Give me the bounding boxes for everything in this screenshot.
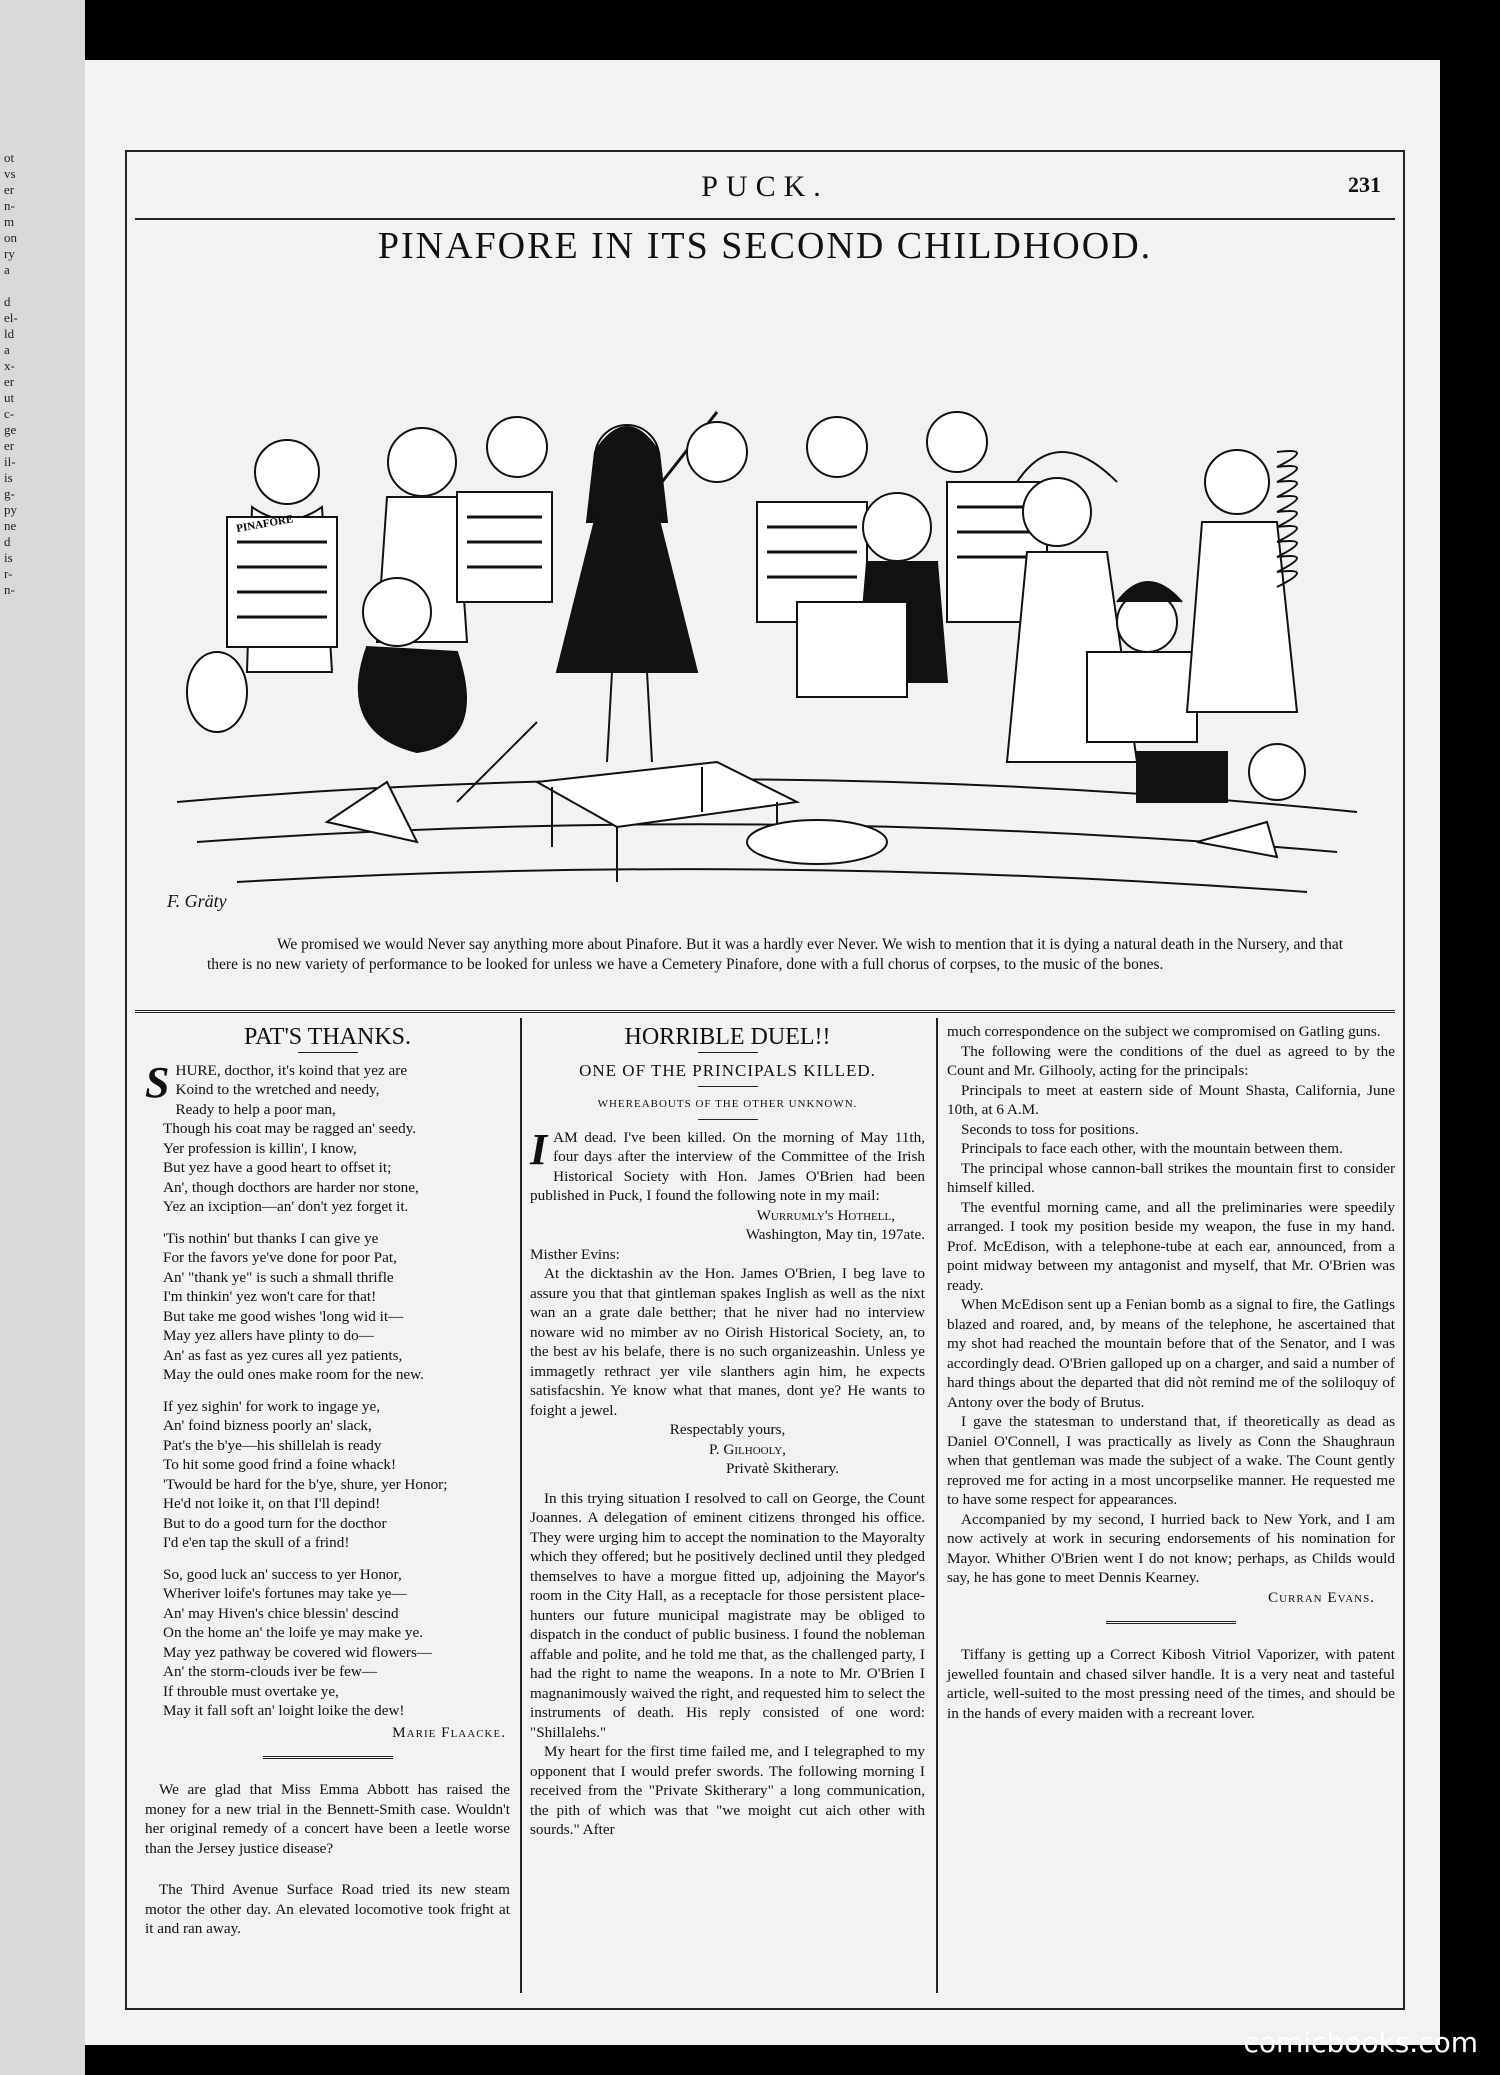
- poem-line: 'Twould be hard for the b'ye, shure, yer Honor;: [163, 1475, 448, 1493]
- poem-line: But yez have a good heart to offset it;: [163, 1159, 392, 1176]
- poem-author: Marie Flaacke.: [392, 1723, 506, 1741]
- duel-condition: Seconds to toss for positions.: [961, 1120, 1139, 1138]
- abbott-text: We are glad that Miss Emma Abbott has raised the money for a new trial in the Bennett-Smith case. Wouldn't her original remedy of a concert have been a leetle worse than the Jersey justice disease?: [145, 1781, 510, 1857]
- magazine-page: [85, 60, 1440, 2045]
- poem-stanza-2: [145, 1229, 510, 1385]
- duel-condition: The principal whose cannon-ball strikes the mountain first to consider himself killed.: [947, 1159, 1395, 1196]
- duel-paragraph: In this trying situation I resolved to call on George, the Count Joannes. A delegation of eminent citizens thronged his office. They were urging him to accept the nomination to the Mayoralty which they offered; but he positively declined until they pledged themselves to have a morgue fitted up, adjoining the Mayor's room in the City Hall, as a receptacle for those persistent place-hunters our future municipal magistrate may be obliged to dispatch in the conduct of public business. I found the nobleman affable and polite, and he told me that, as the challenged party, I had the right to name the weapons. In a note to Mr. O'Brien I magnanimously waived the right, and requested him to select the instruments of death. His reply consisted of one word: "Shillalehs.": [530, 1489, 925, 1741]
- tiffany-text: Tiffany is getting up a Correct Kibosh Vitriol Vaporizer, with patent jewelled fountain and chased silver handle. It is a very neat and tasteful article, well-suited to the most pressing need of the times, and should be in the hands of every maiden with a recreant lover.: [947, 1646, 1395, 1722]
- column-rule-2: [936, 1018, 938, 1993]
- poem-stanza-3: [145, 1397, 510, 1553]
- letter-signer-title: Privatè Skitherary.: [726, 1460, 839, 1477]
- letter-signature: P. Gilhooly,: [709, 1440, 786, 1458]
- duel-condition: Principals to face each other, with the mountain between them.: [961, 1140, 1343, 1157]
- poem-line: 'Tis nothin' but thanks I can give ye: [163, 1229, 379, 1247]
- cartoon-signature: F. Gräty: [167, 891, 227, 911]
- third-avenue-item: [145, 1880, 510, 1939]
- abbott-item: [145, 1780, 510, 1858]
- cartoon-illustration: [157, 282, 1377, 932]
- title-rule: [298, 1052, 358, 1053]
- item-separator: [1106, 1621, 1236, 1627]
- drop-cap: I: [530, 1124, 548, 1174]
- poem-line: May yez allers have plinty to do—: [163, 1327, 374, 1344]
- watermark: comicbooks.com: [1243, 2026, 1478, 2059]
- duel-paragraph: The following were the conditions of the duel as agreed to by the Count and Mr. Gilhooly, acting for the principals:: [947, 1042, 1395, 1079]
- cartoon-caption: We promised we would Never say anything more about Pinafore. But it was a hardly ever Never. We wish to mention that it is dying a natural death in the Nursery, and that there is no new variety of performance to be looked for unless we have a Cemetery Pinafore, done with a full chorus of corpses, to the music of the bones.: [207, 936, 1343, 973]
- poem-line: For the favors ye've done for poor Pat,: [163, 1249, 397, 1266]
- cartoon-headline: PINAFORE IN ITS SECOND CHILDHOOD.: [377, 225, 1153, 267]
- column-rule-1: [520, 1018, 522, 1993]
- duel-condition: Principals to meet at eastern side of Mount Shasta, California, June 10th, at 6 A.M.: [947, 1081, 1395, 1118]
- title-rule: [698, 1052, 758, 1053]
- subsubtitle-rule: [698, 1119, 758, 1120]
- poem-line: Yer profession is killin', I know,: [163, 1139, 357, 1157]
- poem-line: An', though docthors are harder nor stone,: [163, 1178, 419, 1196]
- duel-subtitle: ONE OF THE PRINCIPALS KILLED.: [579, 1060, 876, 1080]
- poem-line: But take me good wishes 'long wid it—: [163, 1307, 404, 1325]
- duel-article-continued: [947, 1022, 1395, 1607]
- poem-title: PAT'S THANKS.: [243, 1024, 412, 1050]
- tiffany-item: [947, 1645, 1395, 1723]
- poem-line: To hit some good frind a foine whack!: [163, 1456, 397, 1473]
- letter-salutation: Misther Evins:: [530, 1245, 620, 1263]
- page-number: 231: [1348, 172, 1381, 197]
- masthead-rule: [135, 218, 1395, 220]
- sheet-label-text: PINAFORE: [235, 513, 295, 535]
- poem-stanza-4: [145, 1565, 510, 1721]
- poem-line: Wheriver loife's fortunes may take ye—: [163, 1585, 407, 1602]
- poem-line: Ready to help a poor man,: [175, 1100, 336, 1118]
- poem-line: Koind to the wretched and needy,: [175, 1081, 380, 1098]
- subtitle-rule: [698, 1086, 758, 1087]
- letter-heading-2: Washington, May tin, 197ate.: [745, 1226, 925, 1243]
- poem-line: If throuble must overtake ye,: [163, 1682, 339, 1700]
- poem-line: An' may Hiven's chice blessin' descind: [163, 1604, 399, 1622]
- duel-paragraph: much correspondence on the subject we compromised on Gatling guns.: [947, 1023, 1381, 1040]
- poem-line: But to do a good turn for the docthor: [163, 1514, 387, 1532]
- poem-line: He'd not loike it, on that I'll depind!: [163, 1495, 381, 1512]
- duel-paragraph: [530, 1124, 925, 1206]
- page-frame: [125, 150, 1405, 2010]
- facing-page-edge: [0, 0, 85, 2075]
- masthead: PUCK.: [701, 170, 829, 203]
- section-separator: [135, 1010, 1395, 1017]
- duel-subsubtitle: WHEREABOUTS OF THE OTHER UNKNOWN.: [597, 1098, 858, 1110]
- poem-line: May the ould ones make room for the new.: [163, 1366, 424, 1383]
- poem-stanza-1: [145, 1057, 510, 1217]
- duel-author: Curran Evans.: [1267, 1588, 1375, 1606]
- drop-cap: S: [145, 1057, 170, 1107]
- letter-close: Respectably yours,: [669, 1421, 786, 1438]
- third-avenue-text: The Third Avenue Surface Road tried its new steam motor the other day. An elevated locomotive took fright at it and ran away.: [145, 1881, 510, 1937]
- poem-line: Pat's the b'ye—his shillelah is ready: [163, 1436, 382, 1454]
- poem-line: So, good luck an' success to yer Honor,: [163, 1565, 402, 1583]
- letter-body: At the dicktashin av the Hon. James O'Brien, I beg lave to assure you that that gintleman spakes Inglish as well as the nixt wan an a grate dale betther; that he niver had no interview noware wid no mimber av no Oirish Historical Society, an, to the best av his belafe, there is no such organizeashin. Unless ye immagetly rethract yer vile slanthers agin him, he expects satisfacshin. Ye know what that manes, dont ye? He wants to foight a jewel.: [530, 1265, 925, 1419]
- column-3: [947, 1022, 1395, 1723]
- poem-line: An' "thank ye" is such a shmall thrifle: [163, 1268, 394, 1286]
- facing-page-text-fragment: ot vs er n- m on ry a d el- ld a x- er ut c- ge er il- is g- py ne d is r- n-: [4, 150, 18, 597]
- item-separator: [263, 1756, 393, 1762]
- duel-paragraph: The eventful morning came, and all the preliminaries were speedily arranged. I took my position beside my weapon, the fuse in my hand. Prof. McEdison, with a telephone-tube at each ear, announced, from a point midway between my antagonist and myself, that Mr. O'Brien was ready.: [947, 1198, 1395, 1294]
- poem-line: HURE, docthor, it's koind that yez are: [175, 1061, 408, 1079]
- duel-title: HORRIBLE DUEL!!: [624, 1024, 831, 1050]
- poem-line: An' the storm-clouds iver be few—: [163, 1663, 378, 1680]
- duel-paragraph: I gave the statesman to understand that, if theoretically as dead as Daniel O'Connell, I was practically as lively as Conn the Shaughraun when that gentleman was made the subject of a wake. The Count gently reproved me for acting in a most uncorpselike manner. He requested me to have some respect for appearances.: [947, 1413, 1395, 1508]
- poem-line: I'd e'en tap the skull of a frind!: [163, 1534, 350, 1551]
- poem-line: An' foind bizness poorly an' slack,: [163, 1417, 372, 1434]
- column-1: [145, 1022, 510, 1939]
- duel-paragraph: My heart for the first time failed me, and I telegraphed to my opponent that I would prefer swords. The following morning I received from the "Private Skitherary" a long communication, the pith of which was that "we moight cut aich other with sourds." After: [530, 1743, 925, 1838]
- poem-line: Though his coat may be ragged an' seedy.: [163, 1120, 417, 1137]
- letter-heading-1: Wurrumly's Hothell,: [756, 1206, 895, 1224]
- poem-line: An' as fast as yez cures all yez patients,: [163, 1346, 403, 1364]
- duel-paragraph: Accompanied by my second, I hurried back to New York, and I am now actively at work in securing endorsements of his nomination for Mayor. Whither O'Brien went I do not know; perhaps, as Childs would say, he has gone to meet Dennis Kearney.: [947, 1510, 1395, 1586]
- column-2: [530, 1022, 925, 1840]
- duel-paragraph-text: AM dead. I've been killed. On the morning of May 11th, four days after the interview of the Committee of the Irish Historical Society with Hon. James O'Brien had been published in Puck, I found the following note in my mail:: [530, 1128, 925, 1204]
- poem-line: May yez pathway be covered wid flowers—: [163, 1643, 433, 1661]
- poem-line: Yez an ixciption—an' don't yez forget it.: [163, 1198, 409, 1215]
- poem-pats-thanks: [145, 1057, 510, 1743]
- poem-line: May it fall soft an' loight loike the dew!: [163, 1702, 405, 1719]
- duel-article: [530, 1124, 925, 1840]
- poem-line: On the home an' the loife ye may make ye.: [163, 1624, 423, 1641]
- poem-line: I'm thinkin' yez won't care for that!: [163, 1288, 377, 1305]
- duel-paragraph: When McEdison sent up a Fenian bomb as a signal to fire, the Gatlings blazed and roared, and, by means of the telephone, he ascertained that my shot had reached the mountain before that of the Senator, and I was accordingly dead. O'Brien galloped up on a charger, and said a number of hard things about the departed that did nòt remind me of the soliloquy of Antony over the body of Brutus.: [947, 1296, 1395, 1411]
- poem-line: If yez sighin' for work to ingage ye,: [163, 1397, 380, 1415]
